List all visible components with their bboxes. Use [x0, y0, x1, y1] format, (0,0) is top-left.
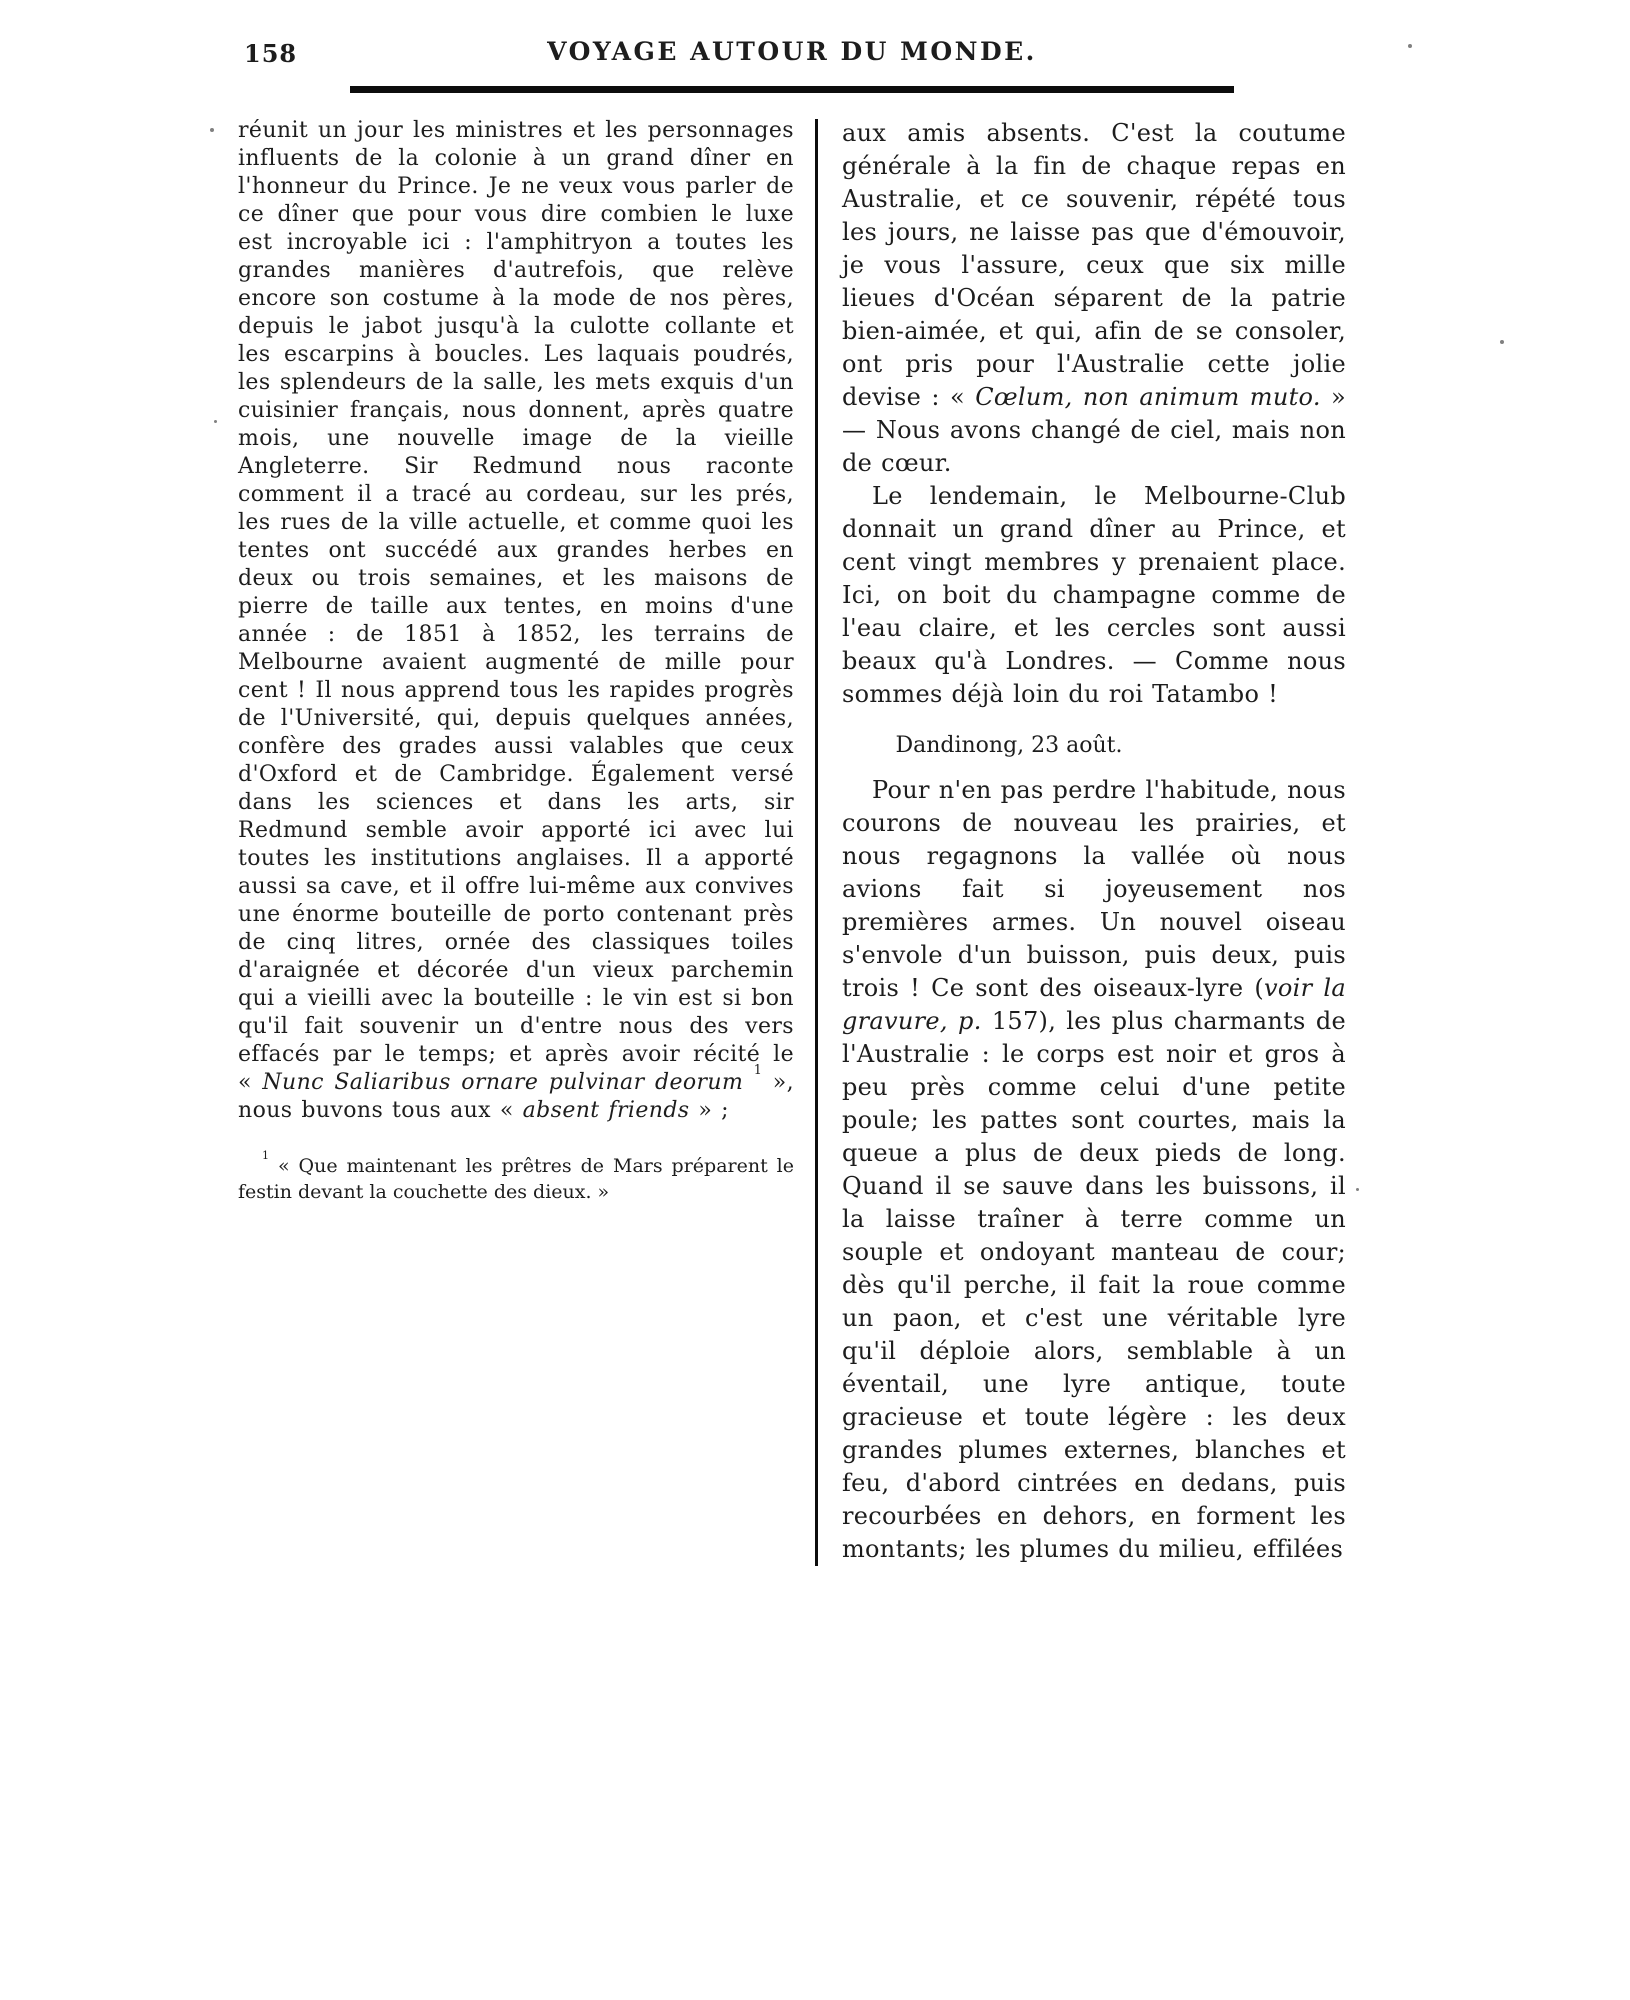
scan-speckle: [214, 420, 217, 423]
scan-speckle: [1356, 1188, 1359, 1191]
text-columns: [238, 117, 1346, 1566]
scan-speckle: [1500, 340, 1504, 344]
dateline: Dandinong, 23 août.: [895, 733, 1123, 758]
header-rule: [350, 86, 1234, 93]
text-run: [743, 1070, 753, 1095]
right-column-text-top: [842, 117, 1346, 711]
paragraph: [842, 774, 1346, 1566]
footnote-marker: 1: [753, 1062, 763, 1078]
footnote-text: [238, 1148, 794, 1205]
text-run: réunit un jour les ministres et les personnages influents de la colonie à un grand dîner en l'honneur du Prince. Je ne veux vous parler de ce dîner que pour vous dire combien le luxe est incroyable ici : l'amphitryon a toutes les grandes manières d'autrefois, que relève encore son costume à la mode de nos pères, depuis le jabot jusqu'à la culotte collante et les escarpins à boucles. Les laquais poudrés, les splendeurs de la salle, les mets exquis d'un cuisinier français, nous donnent, après quatre mois, une nouvelle image de la vieille Angleterre. Sir Redmund nous raconte comment il a tracé au cordeau, sur les prés, les rues de la ville actuelle, et comme quoi les tentes ont succédé aux grandes herbes en deux ou trois semaines, et les maisons de pierre de taille aux tentes, en moins d'une année : de 1851 à 1852, les terrains de Melbourne avaient augmenté de mille pour cent ! Il nous apprend tous les rapides progrès de l'Université, qui, depuis quelques années, confère des grades aussi valables que ceux d'Oxford et de Cambridge. Également versé dans les sciences et dans les arts, sir Redmund semble avoir apporté ici avec lui toutes les institutions anglaises. Il a apporté aussi sa cave, et il offre lui-même aux convives une énorme bouteille de porto contenant près de cinq litres, ornée des classiques toiles d'araignée et décorée d'un vieux parchemin qui a vieilli avec la bouteille : le vin est si bon qu'il fait souvenir un d'entre nous des vers effacés par le temps; et après avoir récité le «: [238, 118, 794, 1095]
text-run: », nous buvons tous aux «: [238, 1070, 794, 1123]
footnote: [238, 1148, 794, 1205]
right-column: [842, 117, 1346, 1566]
text-run: Le lendemain, le Melbourne-Club donnait un grand dîner au Prince, et cent vingt membres y prenaient place. Ici, on boit du champagne comme de l'eau claire, et les cercles sont aussi beaux qu'à Londres. — Comme nous sommes déjà loin du roi Tatambo !: [842, 482, 1346, 708]
text-run: Pour n'en pas perdre l'habitude, nous courons de nouveau les prairies, et nous regagnons la vallée où nous avions fait si joyeusement nos premières armes. Un nouvel oiseau s'envole d'un buisson, puis deux, puis trois ! Ce sont des oiseaux-lyre (: [842, 776, 1346, 1002]
text-run: » — Nous avons changé de ciel, mais non de cœur.: [842, 383, 1346, 477]
page-header: [238, 34, 1346, 74]
paragraph: [842, 117, 1346, 480]
left-column: [238, 117, 794, 1566]
text-run: voir la gravure, p.: [842, 974, 1346, 1035]
paragraph: [238, 117, 794, 1125]
text-run: aux amis absents. C'est la coutume générale à la fin de chaque repas en Australie, et ce souvenir, répété tous les jours, ne laisse pas que d'émouvoir, je vous l'assure, ceux que six mille lieues d'Océan séparent de la patrie bien-aimée, et qui, afin de se consoler, ont pris pour l'Australie cette jolie devise : «: [842, 119, 1346, 411]
paragraph: [842, 480, 1346, 711]
text-run: » ;: [689, 1098, 729, 1123]
text-run: 157), les plus charmants de l'Australie : le corps est noir et gros à peu près comme celui d'une petite poule; les pattes sont courtes, mais la queue a plus de deux pieds de long. Quand il se sauve dans les buissons, il la laisse traîner à terre comme un souple et ondoyant manteau de cour; dès qu'il perche, il fait la roue comme un paon, et c'est une véritable lyre qu'il déploie alors, semblable à un éventail, une lyre antique, toute gracieuse et toute légère : les deux grandes plumes externes, blanches et feu, d'abord cintrées en dedans, puis recourbées en dehors, en forment les montants; les plumes du milieu, effilées: [842, 1007, 1346, 1563]
footnote-marker: 1: [262, 1148, 270, 1162]
text-run: Nunc Saliaribus ornare pulvinar deorum: [262, 1070, 744, 1095]
scan-speckle: [1408, 44, 1412, 48]
page-content: [238, 34, 1346, 1566]
left-column-text: [238, 117, 794, 1125]
column-divider-rule: [815, 119, 818, 1566]
running-title: VOYAGE AUTOUR DU MONDE.: [547, 37, 1037, 66]
page-number: 158: [244, 39, 298, 68]
scan-speckle: [210, 128, 214, 132]
text-run: absent friends: [522, 1098, 690, 1123]
right-column-text-bottom: [842, 774, 1346, 1566]
text-run: Cœlum, non animum muto.: [975, 383, 1321, 411]
text-run: « Que maintenant les prêtres de Mars préparent le festin devant la couchette des dieux. »: [238, 1155, 794, 1203]
